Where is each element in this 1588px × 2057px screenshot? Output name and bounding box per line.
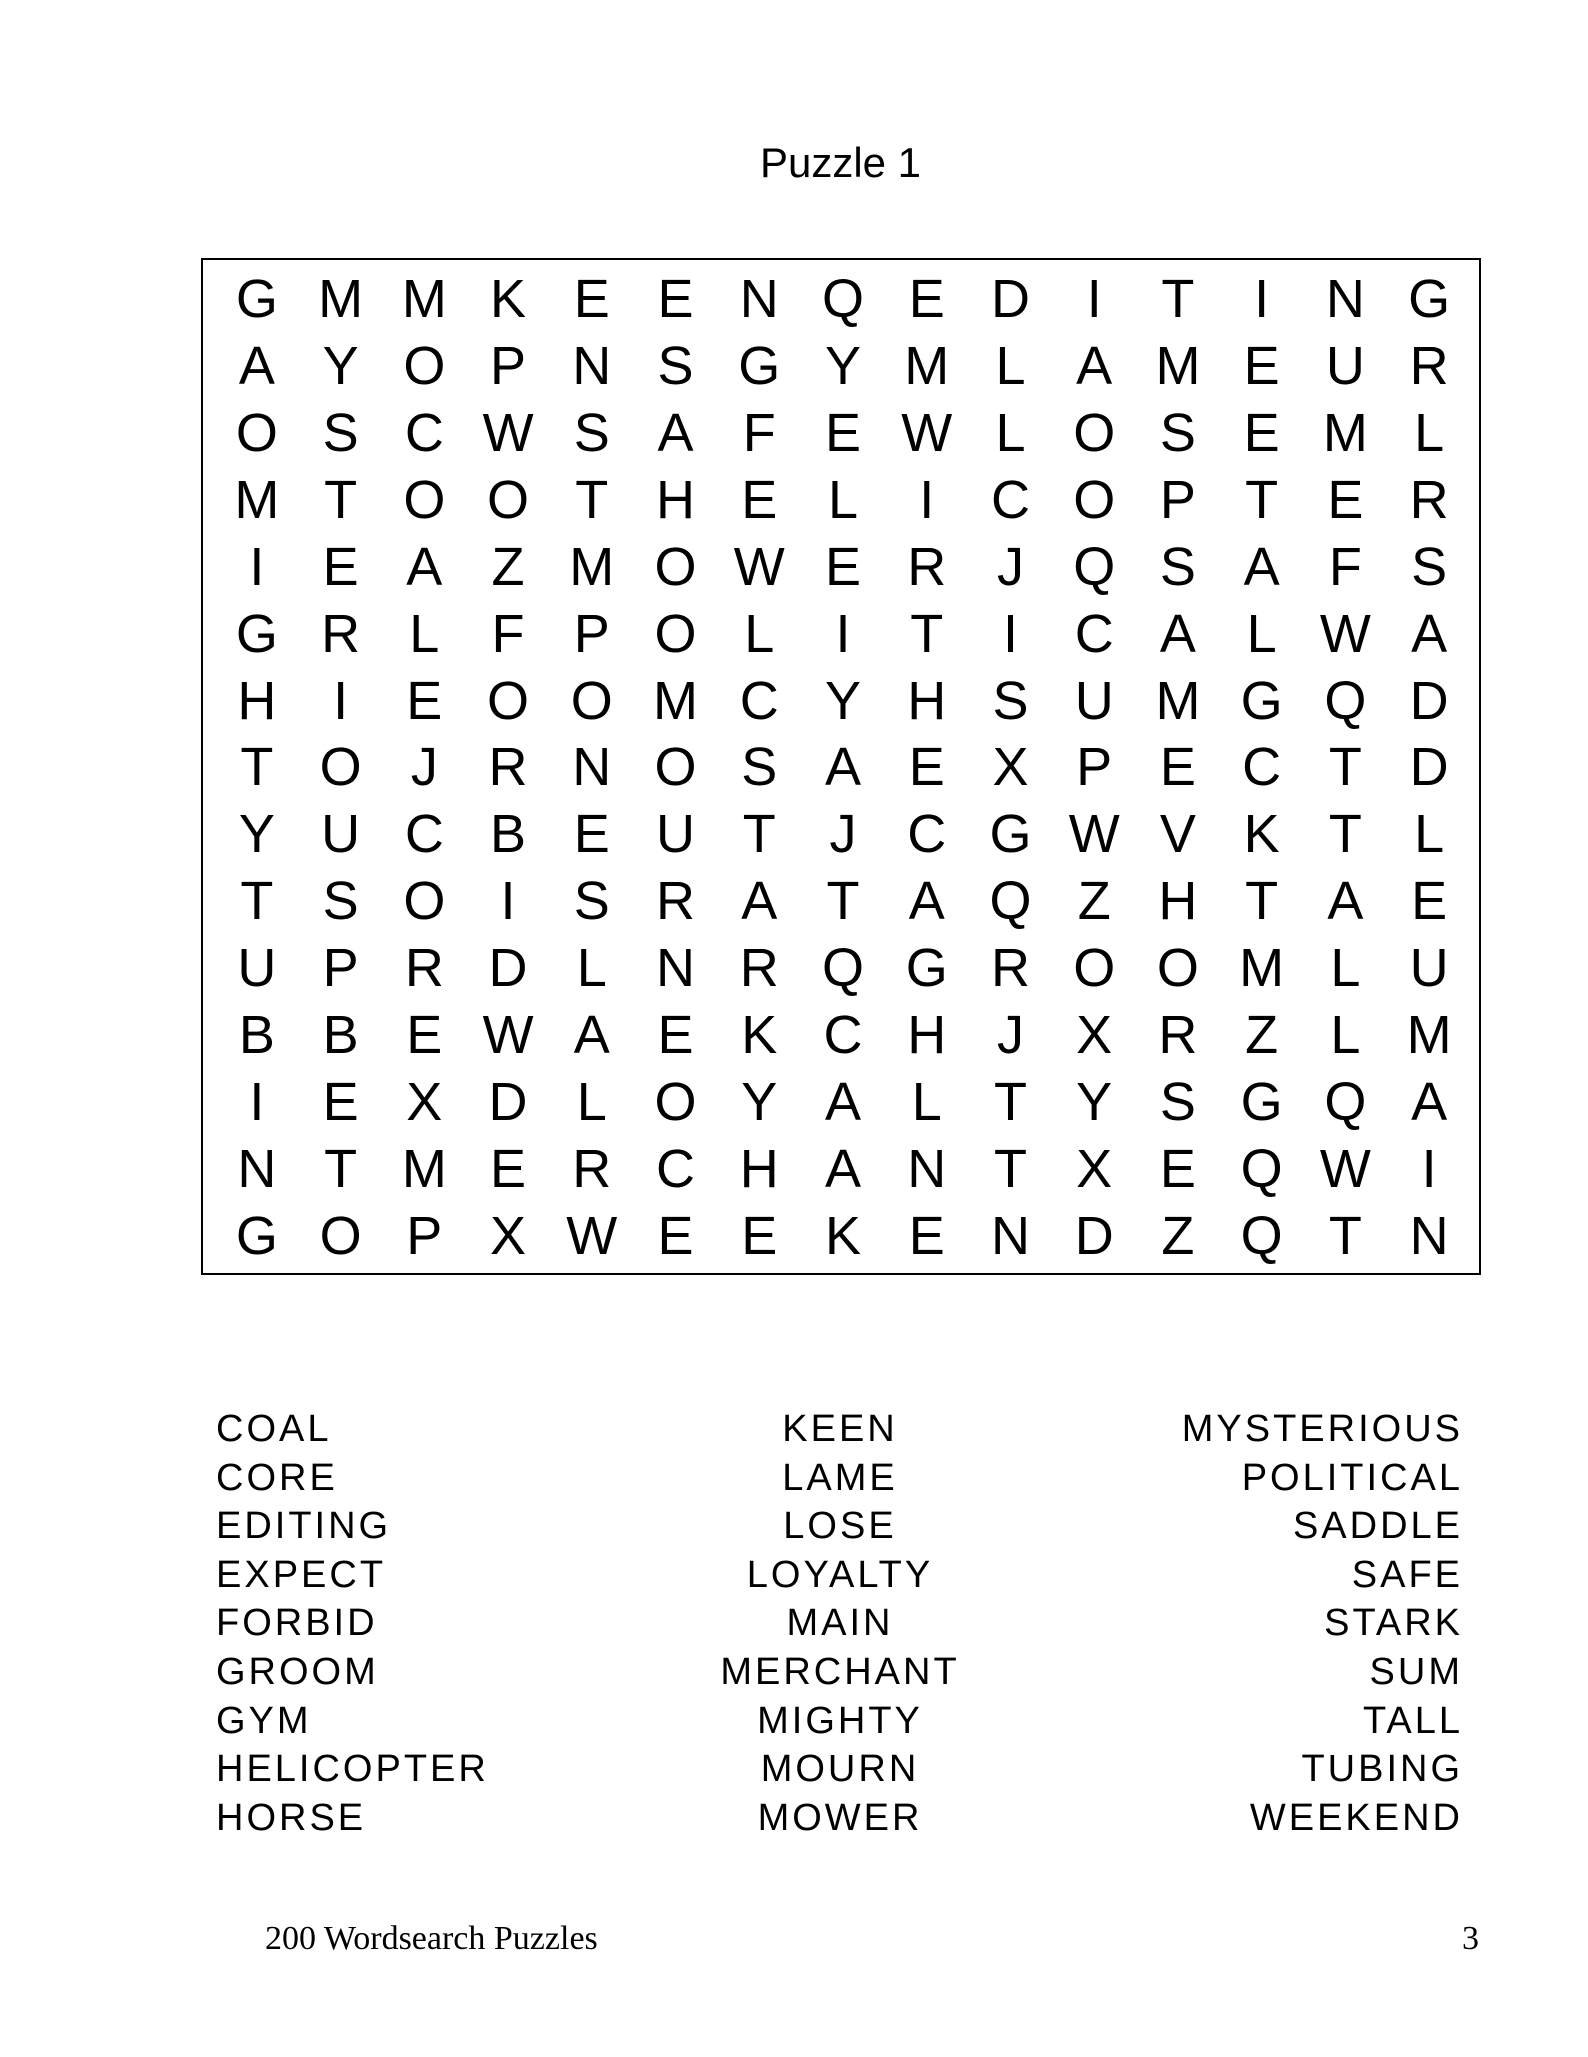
- grid-cell: O: [319, 1205, 362, 1266]
- grid-cell: B: [238, 1004, 275, 1065]
- grid-cell: Y: [741, 1071, 778, 1132]
- grid-cell: E: [322, 1071, 359, 1132]
- grid-cell: R: [572, 1138, 612, 1199]
- grid-cell: T: [1328, 804, 1362, 865]
- grid-cell: I: [1086, 269, 1102, 330]
- grid-cell: I: [1421, 1138, 1437, 1199]
- grid-cell: W: [901, 403, 953, 464]
- grid-cell: I: [333, 670, 349, 731]
- grid-cell: N: [656, 938, 696, 999]
- grid-cell: K: [824, 1205, 861, 1266]
- grid-cell: L: [827, 470, 859, 531]
- grid-cell: Q: [1324, 670, 1367, 731]
- word-list-item: POLITICAL: [1241, 1456, 1463, 1499]
- grid-cell: G: [235, 269, 278, 330]
- grid-cell: T: [240, 737, 274, 798]
- word-list-item: MERCHANT: [720, 1650, 960, 1693]
- grid-cell: A: [741, 871, 778, 932]
- grid-cell: Q: [989, 871, 1032, 932]
- grid-cell: T: [826, 871, 860, 932]
- grid-cell: E: [657, 269, 694, 330]
- grid-cell: I: [249, 536, 265, 597]
- grid-cell: S: [1159, 1071, 1196, 1132]
- grid-cell: G: [235, 603, 278, 664]
- grid-cell: U: [1325, 336, 1365, 397]
- grid-cell: E: [1327, 470, 1364, 531]
- grid-cell: J: [410, 737, 438, 798]
- puzzle-title: Puzzle 1: [759, 139, 922, 186]
- grid-cell: F: [742, 403, 776, 464]
- footer-page-number: 3: [1462, 1920, 1479, 1957]
- grid-cell: K: [490, 269, 527, 330]
- grid-cell: O: [654, 603, 697, 664]
- grid-cell: D: [488, 1071, 528, 1132]
- grid-cell: T: [324, 470, 358, 531]
- grid-cell: T: [993, 1138, 1027, 1199]
- grid-cell: X: [1076, 1138, 1113, 1199]
- grid-cell: H: [907, 670, 947, 731]
- grid-cell: D: [1409, 670, 1449, 731]
- grid-cell: M: [569, 536, 615, 597]
- word-list-item: TALL: [1362, 1699, 1463, 1742]
- grid-cell: L: [1246, 603, 1277, 664]
- grid-cell: E: [908, 737, 945, 798]
- grid-cell: Z: [1077, 871, 1111, 932]
- grid-cell: O: [403, 336, 446, 397]
- grid-cell: E: [741, 1205, 778, 1266]
- grid-cell: M: [1155, 670, 1201, 731]
- word-list-item: TUBING: [1301, 1748, 1463, 1791]
- grid-cell: D: [1074, 1205, 1114, 1266]
- word-list-item: FORBID: [216, 1602, 378, 1645]
- word-list-item: LOSE: [783, 1505, 897, 1548]
- grid-cell: O: [403, 470, 446, 531]
- grid-cell: S: [573, 403, 610, 464]
- word-list-item: HORSE: [216, 1796, 367, 1839]
- grid-cell: A: [1076, 336, 1113, 397]
- grid-cell: G: [1240, 1071, 1283, 1132]
- grid-cell: M: [1239, 938, 1285, 999]
- grid-cell: C: [1242, 737, 1282, 798]
- grid-cell: E: [573, 804, 610, 865]
- word-list-item: GYM: [216, 1699, 312, 1742]
- grid-cell: L: [1414, 403, 1445, 464]
- grid-cell: I: [1254, 269, 1270, 330]
- grid-cell: R: [404, 938, 444, 999]
- grid-cell: T: [1245, 470, 1279, 531]
- grid-cell: L: [576, 938, 607, 999]
- word-list-item: STARK: [1324, 1602, 1463, 1645]
- grid-cell: P: [406, 1205, 443, 1266]
- grid-cell: S: [741, 737, 778, 798]
- grid-cell: S: [322, 871, 359, 932]
- grid-cell: Y: [824, 670, 861, 731]
- grid-cell: S: [322, 403, 359, 464]
- word-list-item: HELICOPTER: [216, 1748, 489, 1791]
- grid-cell: E: [908, 269, 945, 330]
- word-list-item: MOWER: [757, 1796, 923, 1839]
- grid-cell: G: [989, 804, 1032, 865]
- grid-cell: C: [404, 804, 444, 865]
- grid-cell: R: [656, 871, 696, 932]
- grid-cell: A: [657, 403, 694, 464]
- grid-cell: L: [744, 603, 775, 664]
- grid-cell: S: [657, 336, 694, 397]
- grid-cell: I: [500, 871, 516, 932]
- grid-cell: U: [656, 804, 696, 865]
- grid-cell: H: [907, 1004, 947, 1065]
- grid-cell: E: [490, 1138, 527, 1199]
- grid-cell: O: [1073, 938, 1116, 999]
- grid-cell: L: [911, 1071, 942, 1132]
- grid-cell: G: [1408, 269, 1451, 330]
- word-list-item: MOURN: [760, 1748, 920, 1791]
- grid-cell: R: [990, 938, 1030, 999]
- grid-cell: N: [572, 336, 612, 397]
- grid-cell: R: [1409, 470, 1449, 531]
- grid-cell: N: [237, 1138, 277, 1199]
- word-list-item: MIGHTY: [757, 1699, 923, 1742]
- grid-cell: O: [654, 536, 697, 597]
- grid-cell: L: [995, 403, 1026, 464]
- word-list-item: COAL: [216, 1408, 332, 1450]
- grid-cell: G: [738, 336, 781, 397]
- grid-cell: W: [482, 403, 534, 464]
- grid-cell: P: [1076, 737, 1113, 798]
- grid-cell: E: [824, 403, 861, 464]
- word-list-item: GROOM: [216, 1650, 379, 1693]
- grid-cell: D: [1409, 737, 1449, 798]
- grid-cell: T: [742, 804, 776, 865]
- grid-cell: E: [1159, 737, 1196, 798]
- word-list-item: EDITING: [216, 1505, 392, 1548]
- footer-book-title: 200 Wordsearch Puzzles: [265, 1920, 598, 1957]
- grid-cell: Y: [824, 336, 861, 397]
- grid-cell: T: [1328, 737, 1362, 798]
- grid-cell: F: [1328, 536, 1362, 597]
- grid-cell: A: [1243, 536, 1280, 597]
- grid-cell: T: [575, 470, 609, 531]
- grid-cell: E: [657, 1004, 694, 1065]
- grid-cell: E: [1159, 1138, 1196, 1199]
- word-list-center: [690, 1405, 990, 1842]
- grid-cell: N: [990, 1205, 1030, 1266]
- grid-cell: M: [1155, 336, 1201, 397]
- grid-cell: N: [739, 269, 779, 330]
- grid-cell: Q: [1240, 1138, 1283, 1199]
- grid-cell: N: [572, 737, 612, 798]
- grid-cell: L: [1414, 804, 1445, 865]
- grid-cell: O: [487, 470, 530, 531]
- word-list-left: [216, 1405, 489, 1842]
- grid-cell: P: [573, 603, 610, 664]
- grid-cell: W: [566, 1205, 618, 1266]
- grid-cell: J: [996, 536, 1024, 597]
- grid-cell: C: [907, 804, 947, 865]
- grid-cell: S: [1159, 403, 1196, 464]
- grid-cell: I: [249, 1071, 265, 1132]
- grid-cell: O: [1073, 403, 1116, 464]
- grid-cell: A: [1411, 603, 1448, 664]
- grid-cell: G: [1240, 670, 1283, 731]
- grid-cell: U: [1074, 670, 1114, 731]
- word-list-item: KEEN: [782, 1408, 898, 1450]
- grid-cell: O: [654, 1071, 697, 1132]
- grid-cell: N: [1409, 1205, 1449, 1266]
- word-list-item: LOYALTY: [746, 1553, 934, 1596]
- grid-cell: A: [824, 737, 861, 798]
- grid-cell: L: [1330, 938, 1361, 999]
- word-list-item: SAFE: [1351, 1553, 1463, 1596]
- grid-cell: M: [1406, 1004, 1452, 1065]
- word-list-item: SADDLE: [1292, 1505, 1463, 1548]
- grid-cell: P: [1159, 470, 1196, 531]
- grid-cell: L: [409, 603, 440, 664]
- grid-cell: N: [907, 1138, 947, 1199]
- grid-cell: Q: [1073, 536, 1116, 597]
- grid-cell: O: [487, 670, 530, 731]
- grid-cell: U: [237, 938, 277, 999]
- grid-cell: E: [908, 1205, 945, 1266]
- grid-cell: R: [488, 737, 528, 798]
- word-list-item: CORE: [216, 1456, 338, 1499]
- grid-cell: U: [321, 804, 361, 865]
- grid-cell: R: [1409, 336, 1449, 397]
- grid-cell: B: [490, 804, 527, 865]
- grid-cell: W: [1068, 804, 1120, 865]
- grid-cell: T: [1161, 269, 1195, 330]
- grid-cell: C: [823, 1004, 863, 1065]
- grid-cell: Z: [1161, 1205, 1195, 1266]
- grid-cell: Y: [322, 336, 359, 397]
- grid-cell: Q: [821, 938, 864, 999]
- grid-cell: O: [235, 403, 278, 464]
- grid-cell: O: [654, 737, 697, 798]
- word-list-item: LAME: [782, 1456, 898, 1499]
- grid-cell: R: [739, 938, 779, 999]
- grid-cell: P: [490, 336, 527, 397]
- grid-cell: T: [910, 603, 944, 664]
- grid-cell: E: [657, 1205, 694, 1266]
- grid-cell: A: [824, 1071, 861, 1132]
- grid-cell: H: [237, 670, 277, 731]
- grid-cell: O: [1073, 470, 1116, 531]
- word-list-item: WEEKEND: [1249, 1796, 1463, 1839]
- letter-grid: [215, 266, 1471, 1269]
- grid-cell: F: [491, 603, 525, 664]
- grid-cell: W: [733, 536, 785, 597]
- grid-cell: M: [401, 1138, 447, 1199]
- grid-cell: M: [234, 470, 280, 531]
- grid-cell: C: [656, 1138, 696, 1199]
- grid-cell: M: [318, 269, 364, 330]
- grid-cell: Q: [821, 269, 864, 330]
- word-list-item: MAIN: [786, 1602, 894, 1645]
- grid-cell: I: [919, 470, 935, 531]
- grid-cell: Q: [1240, 1205, 1283, 1266]
- grid-cell: M: [1322, 403, 1368, 464]
- grid-cell: A: [573, 1004, 610, 1065]
- word-list-right: [1182, 1405, 1463, 1842]
- grid-cell: T: [240, 871, 274, 932]
- grid-cell: O: [319, 737, 362, 798]
- grid-cell: Y: [1076, 1071, 1113, 1132]
- grid-cell: G: [235, 1205, 278, 1266]
- grid-cell: C: [404, 403, 444, 464]
- grid-cell: Z: [1245, 1004, 1279, 1065]
- grid-cell: H: [656, 470, 696, 531]
- grid-cell: T: [324, 1138, 358, 1199]
- grid-cell: A: [908, 871, 945, 932]
- grid-cell: I: [835, 603, 851, 664]
- grid-cell: E: [741, 470, 778, 531]
- grid-cell: L: [576, 1071, 607, 1132]
- grid-cell: E: [322, 536, 359, 597]
- grid-cell: J: [829, 804, 857, 865]
- grid-cell: R: [907, 536, 947, 597]
- grid-cell: M: [401, 269, 447, 330]
- grid-cell: A: [1159, 603, 1196, 664]
- grid-cell: E: [406, 1004, 443, 1065]
- grid-cell: A: [1327, 871, 1364, 932]
- grid-cell: L: [1330, 1004, 1361, 1065]
- grid-cell: D: [488, 938, 528, 999]
- grid-cell: E: [1243, 336, 1280, 397]
- grid-cell: P: [322, 938, 359, 999]
- grid-cell: C: [1074, 603, 1114, 664]
- grid-cell: E: [573, 269, 610, 330]
- grid-cell: A: [406, 536, 443, 597]
- grid-cell: A: [1411, 1071, 1448, 1132]
- word-list-item: EXPECT: [216, 1553, 387, 1596]
- grid-cell: S: [1411, 536, 1448, 597]
- grid-cell: Q: [1324, 1071, 1367, 1132]
- grid-cell: W: [482, 1004, 534, 1065]
- grid-cell: H: [739, 1138, 779, 1199]
- grid-cell: K: [741, 1004, 778, 1065]
- grid-cell: B: [322, 1004, 359, 1065]
- grid-cell: X: [406, 1071, 443, 1132]
- grid-cell: T: [1328, 1205, 1362, 1266]
- grid-cell: K: [1243, 804, 1280, 865]
- grid-cell: T: [993, 1071, 1027, 1132]
- grid-cell: O: [570, 670, 613, 731]
- grid-cell: A: [238, 336, 275, 397]
- grid-cell: C: [739, 670, 779, 731]
- grid-cell: T: [1245, 871, 1279, 932]
- grid-cell: N: [1325, 269, 1365, 330]
- grid-cell: R: [321, 603, 361, 664]
- grid-cell: G: [905, 938, 948, 999]
- letter-grid-frame: [201, 258, 1481, 1275]
- word-list-item: MYSTERIOUS: [1181, 1408, 1463, 1450]
- grid-cell: W: [1319, 1138, 1371, 1199]
- grid-cell: A: [824, 1138, 861, 1199]
- grid-cell: X: [1076, 1004, 1113, 1065]
- grid-cell: V: [1159, 804, 1196, 865]
- grid-cell: M: [904, 336, 950, 397]
- grid-cell: J: [996, 1004, 1024, 1065]
- grid-cell: I: [1002, 603, 1018, 664]
- grid-cell: S: [1159, 536, 1196, 597]
- grid-cell: S: [573, 871, 610, 932]
- grid-cell: U: [1409, 938, 1449, 999]
- grid-cell: W: [1319, 603, 1371, 664]
- grid-cell: E: [824, 536, 861, 597]
- grid-cell: E: [406, 670, 443, 731]
- grid-cell: M: [653, 670, 699, 731]
- grid-cell: L: [995, 336, 1026, 397]
- grid-cell: E: [1243, 403, 1280, 464]
- grid-cell: S: [992, 670, 1029, 731]
- grid-cell: Y: [238, 804, 275, 865]
- grid-cell: X: [992, 737, 1029, 798]
- grid-cell: O: [1156, 938, 1199, 999]
- grid-cell: R: [1158, 1004, 1198, 1065]
- grid-cell: E: [1411, 871, 1448, 932]
- grid-cell: D: [990, 269, 1030, 330]
- grid-cell: O: [403, 871, 446, 932]
- grid-cell: H: [1158, 871, 1198, 932]
- grid-cell: C: [990, 470, 1030, 531]
- word-list-item: SUM: [1369, 1650, 1463, 1693]
- grid-cell: X: [490, 1205, 527, 1266]
- grid-cell: Z: [491, 536, 525, 597]
